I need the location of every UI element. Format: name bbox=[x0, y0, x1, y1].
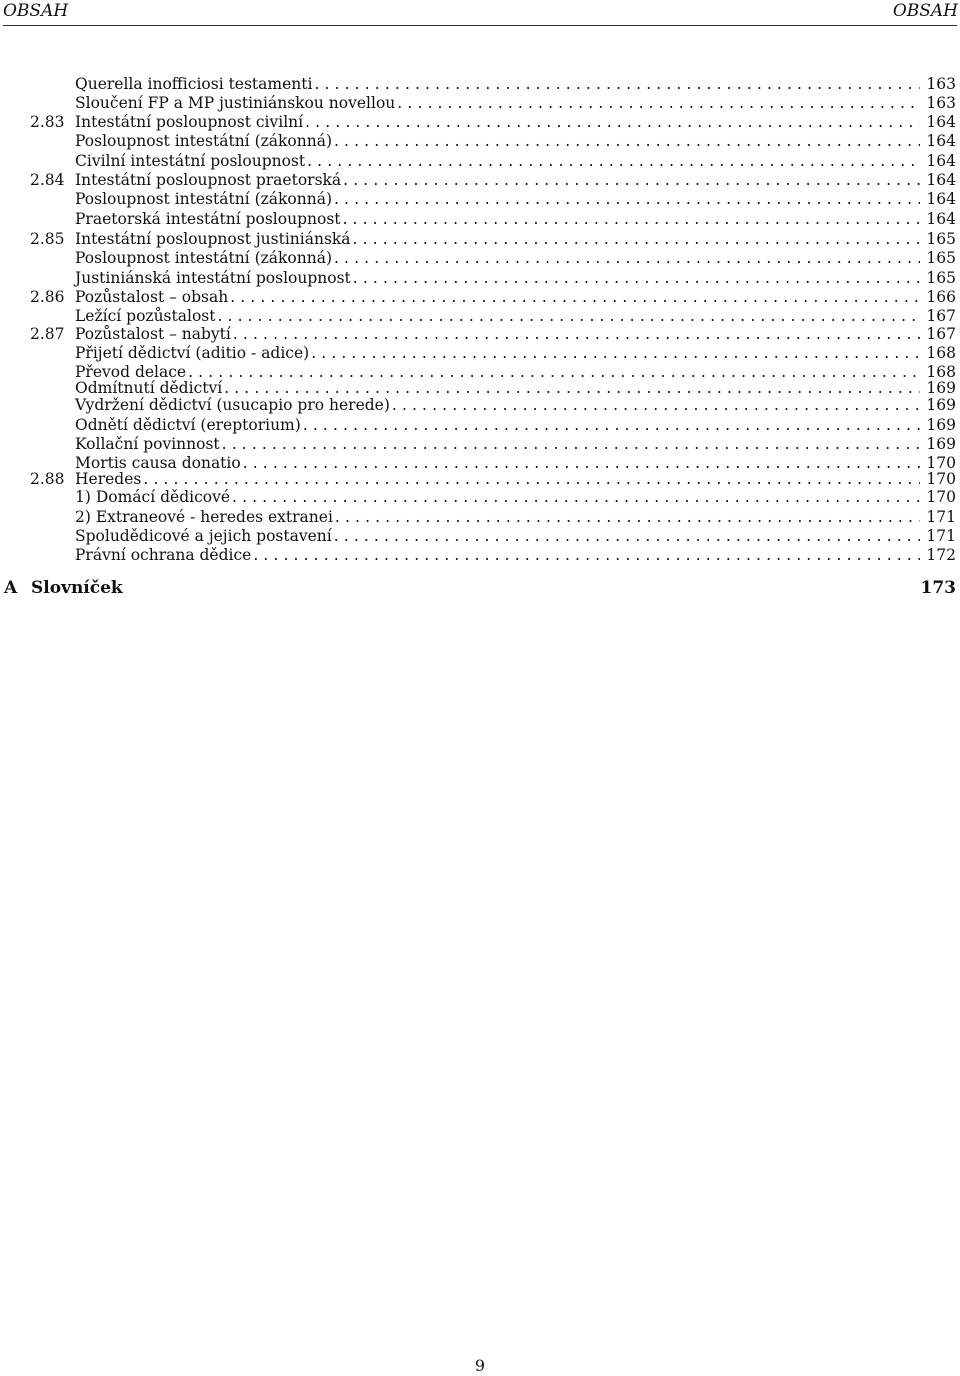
appendix-page: 173 bbox=[920, 578, 956, 598]
toc-entry-title: Přijetí dědictví (aditio - adice) bbox=[75, 344, 310, 362]
toc-entry[interactable] bbox=[0, 527, 960, 546]
toc-entry[interactable] bbox=[0, 171, 960, 190]
toc-entry[interactable] bbox=[0, 508, 960, 527]
dot-leader bbox=[314, 75, 920, 94]
toc-entry-page: 169 bbox=[926, 416, 956, 434]
toc-entry-number: 2.85 bbox=[30, 230, 65, 248]
toc-entry[interactable] bbox=[0, 249, 960, 268]
toc-entry-page: 169 bbox=[926, 379, 956, 397]
toc-entry[interactable] bbox=[0, 435, 960, 454]
dot-leader bbox=[343, 171, 920, 190]
header-rule bbox=[3, 25, 957, 26]
toc-entry-title: Querella inofficiosi testamenti bbox=[75, 75, 313, 93]
toc-entry[interactable] bbox=[0, 546, 960, 565]
toc-entry-title: 2) Extraneové - heredes extranei bbox=[75, 508, 333, 526]
toc-entry-page: 167 bbox=[926, 325, 956, 343]
toc-entry[interactable] bbox=[0, 113, 960, 132]
toc-entry-number: 2.88 bbox=[30, 470, 65, 488]
toc-entry-page: 172 bbox=[926, 546, 956, 564]
toc-entry-page: 164 bbox=[926, 152, 956, 170]
toc-entry-page: 164 bbox=[926, 190, 956, 208]
dot-leader bbox=[353, 269, 921, 288]
toc-entry-number: 2.84 bbox=[30, 171, 65, 189]
toc-entry[interactable] bbox=[0, 132, 960, 151]
running-header bbox=[0, 0, 960, 22]
toc-entry[interactable] bbox=[0, 152, 960, 171]
dot-leader bbox=[143, 470, 920, 489]
dot-leader bbox=[334, 132, 920, 151]
toc-entry-page: 163 bbox=[926, 94, 956, 112]
dot-leader bbox=[311, 344, 920, 363]
toc-entry-title: Kollační povinnost bbox=[75, 435, 220, 453]
toc-entry[interactable] bbox=[0, 344, 960, 363]
toc-entry[interactable] bbox=[0, 488, 960, 507]
toc-entry-title: Mortis causa donatio bbox=[75, 454, 241, 472]
dot-leader bbox=[217, 307, 920, 326]
toc-entry-page: 170 bbox=[926, 470, 956, 488]
dot-leader bbox=[334, 527, 921, 546]
toc-entry-page: 169 bbox=[926, 396, 956, 414]
toc-entry-page: 170 bbox=[926, 488, 956, 506]
dot-leader bbox=[233, 325, 921, 344]
dot-leader bbox=[305, 113, 920, 132]
toc-entry-page: 165 bbox=[926, 269, 956, 287]
dot-leader bbox=[397, 94, 920, 113]
toc-entry-page: 168 bbox=[926, 363, 956, 381]
toc-entry[interactable] bbox=[0, 94, 960, 113]
toc-entry-page: 165 bbox=[926, 230, 956, 248]
dot-leader bbox=[230, 288, 920, 307]
dot-leader bbox=[335, 508, 921, 527]
toc-entry[interactable] bbox=[0, 269, 960, 288]
toc-entry-title: Odmítnutí dědictví bbox=[75, 379, 223, 397]
dot-leader bbox=[222, 435, 921, 454]
toc-entry-title: Justiniánská intestátní posloupnost bbox=[75, 269, 351, 287]
toc-entry-page: 164 bbox=[926, 171, 956, 189]
toc-entry-title: Intestátní posloupnost praetorská bbox=[75, 171, 342, 189]
toc-entry-page: 170 bbox=[926, 454, 956, 472]
toc-entry-page: 164 bbox=[926, 210, 956, 228]
toc-entry-number: 2.83 bbox=[30, 113, 65, 131]
toc-entry[interactable] bbox=[0, 307, 960, 326]
toc-entry-title: 1) Domácí dědicové bbox=[75, 488, 231, 506]
page-number: 9 bbox=[474, 1356, 486, 1375]
toc-entry-page: 163 bbox=[926, 75, 956, 93]
toc-entry-number: 2.87 bbox=[30, 325, 65, 343]
toc-entry-title: Praetorská intestátní posloupnost bbox=[75, 210, 341, 228]
toc-entry-title: Ležící pozůstalost bbox=[75, 307, 216, 325]
dot-leader bbox=[343, 210, 921, 229]
toc-entry[interactable] bbox=[0, 288, 960, 307]
header-left-title: OBSAH bbox=[3, 1, 69, 21]
toc-entry-title: Odnětí dědictví (ereptorium) bbox=[75, 416, 301, 434]
toc-entry-page: 164 bbox=[926, 132, 956, 150]
toc-entry-page: 171 bbox=[926, 527, 956, 545]
toc-entry-number: 2.86 bbox=[30, 288, 65, 306]
toc-entry-title: Spoludědicové a jejich postavení bbox=[75, 527, 332, 545]
toc-entry-title: Heredes bbox=[75, 470, 142, 488]
toc-entry-page: 171 bbox=[926, 508, 956, 526]
toc-entry[interactable] bbox=[0, 396, 960, 415]
toc-entry[interactable] bbox=[0, 75, 960, 94]
toc-entry-title: Vydržení dědictví (usucapio pro herede) bbox=[75, 396, 390, 414]
toc-entry[interactable] bbox=[0, 210, 960, 229]
toc-entry-title: Intestátní posloupnost justiniánská bbox=[75, 230, 351, 248]
toc-entry-title: Posloupnost intestátní (zákonná) bbox=[75, 132, 332, 150]
dot-leader bbox=[334, 249, 920, 268]
toc-entry-title: Posloupnost intestátní (zákonná) bbox=[75, 190, 332, 208]
toc-entry-title: Pozůstalost – obsah bbox=[75, 288, 229, 306]
toc-entry-title: Sloučení FP a MP justiniánskou novellou bbox=[75, 94, 396, 112]
appendix-entry[interactable] bbox=[0, 577, 960, 599]
toc-entry-page: 166 bbox=[926, 288, 956, 306]
toc-entry-title: Převod delace bbox=[75, 363, 187, 381]
toc-entry-page: 169 bbox=[926, 435, 956, 453]
toc-entry-page: 168 bbox=[926, 344, 956, 362]
dot-leader bbox=[303, 416, 921, 435]
dot-leader bbox=[392, 396, 921, 415]
appendix-letter: A bbox=[4, 578, 18, 598]
dot-leader bbox=[307, 152, 920, 171]
page-footer bbox=[0, 1356, 960, 1376]
toc-entry-title: Intestátní posloupnost civilní bbox=[75, 113, 304, 131]
toc-entry[interactable] bbox=[0, 230, 960, 249]
toc-entry[interactable] bbox=[0, 325, 960, 344]
dot-leader bbox=[253, 546, 920, 565]
toc-entry[interactable] bbox=[0, 190, 960, 209]
toc-entry-title: Posloupnost intestátní (zákonná) bbox=[75, 249, 332, 267]
toc-entry-title: Právní ochrana dědice bbox=[75, 546, 252, 564]
toc-entry[interactable] bbox=[0, 470, 960, 489]
toc-entry-page: 164 bbox=[926, 113, 956, 131]
toc-entry-title: Pozůstalost – nabytí bbox=[75, 325, 231, 343]
dot-leader bbox=[232, 488, 920, 507]
appendix-title: Slovníček bbox=[31, 578, 123, 598]
header-right-title: OBSAH bbox=[892, 1, 958, 21]
dot-leader bbox=[334, 190, 920, 209]
dot-leader bbox=[353, 230, 921, 249]
toc-entry-page: 165 bbox=[926, 249, 956, 267]
toc-entry-page: 167 bbox=[926, 307, 956, 325]
toc-entry[interactable] bbox=[0, 416, 960, 435]
toc-entry-title: Civilní intestátní posloupnost bbox=[75, 152, 306, 170]
